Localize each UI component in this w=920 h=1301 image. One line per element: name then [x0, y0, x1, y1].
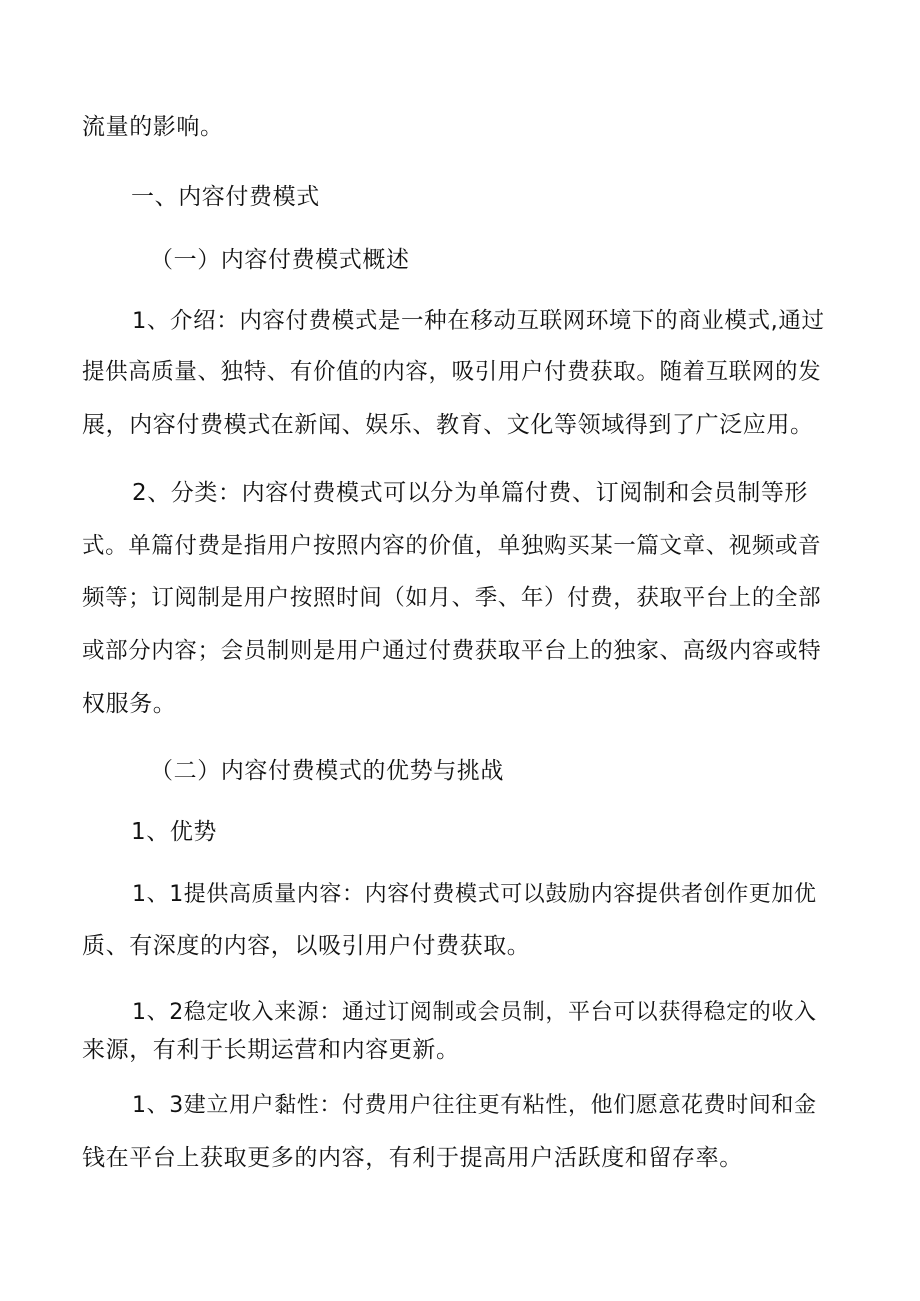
advantage-2-line-1: 1、2稳定收入来源：通过订阅制或会员制，平台可以获得稳定的收入 [132, 1000, 817, 1025]
advantage-3-line-2: 钱在平台上获取更多的内容，有利于提高用户活跃度和留存率。 [82, 1145, 743, 1171]
paragraph-continuation: 流量的影响。 [82, 114, 224, 140]
intro-line-1: 1、介绍：内容付费模式是一种在移动互联网环境下的商业模式,通过 [132, 308, 825, 334]
classification-line-3: 频等；订阅制是用户按照时间（如月、季、年）付费，获取平台上的全部 [82, 585, 822, 611]
section-heading: 一、内容付费模式 [131, 184, 320, 210]
classification-line-4: 或部分内容；会员制则是用户通过付费获取平台上的独家、高级内容或特 [82, 638, 822, 664]
advantages-heading: 1、优势 [131, 819, 218, 845]
advantage-2-line-2: 来源，有利于长期运营和内容更新。 [82, 1037, 460, 1063]
classification-line-1: 2、分类：内容付费模式可以分为单篇付费、订阅制和会员制等形 [132, 480, 809, 506]
subsection-heading-2: （二）内容付费模式的优势与挑战 [150, 758, 504, 784]
intro-line-3: 展，内容付费模式在新闻、娱乐、教育、文化等领域得到了广泛应用。 [82, 412, 814, 438]
advantage-1-line-1: 1、1提供高质量内容：内容付费模式可以鼓励内容提供者创作更加优 [132, 882, 817, 907]
classification-line-2: 式。单篇付费是指用户按照内容的价值，单独购买某一篇文章、视频或音 [82, 533, 822, 559]
intro-line-2: 提供高质量、独特、有价值的内容，吸引用户付费获取。随着互联网的发 [82, 359, 822, 385]
advantage-1-line-2: 质、有深度的内容，以吸引用户付费获取。 [82, 933, 531, 959]
advantage-3-line-1: 1、3建立用户黏性：付费用户往往更有粘性，他们愿意花费时间和金 [132, 1093, 817, 1118]
subsection-heading: （一）内容付费模式概述 [150, 247, 410, 273]
classification-line-5: 权服务。 [82, 691, 177, 717]
